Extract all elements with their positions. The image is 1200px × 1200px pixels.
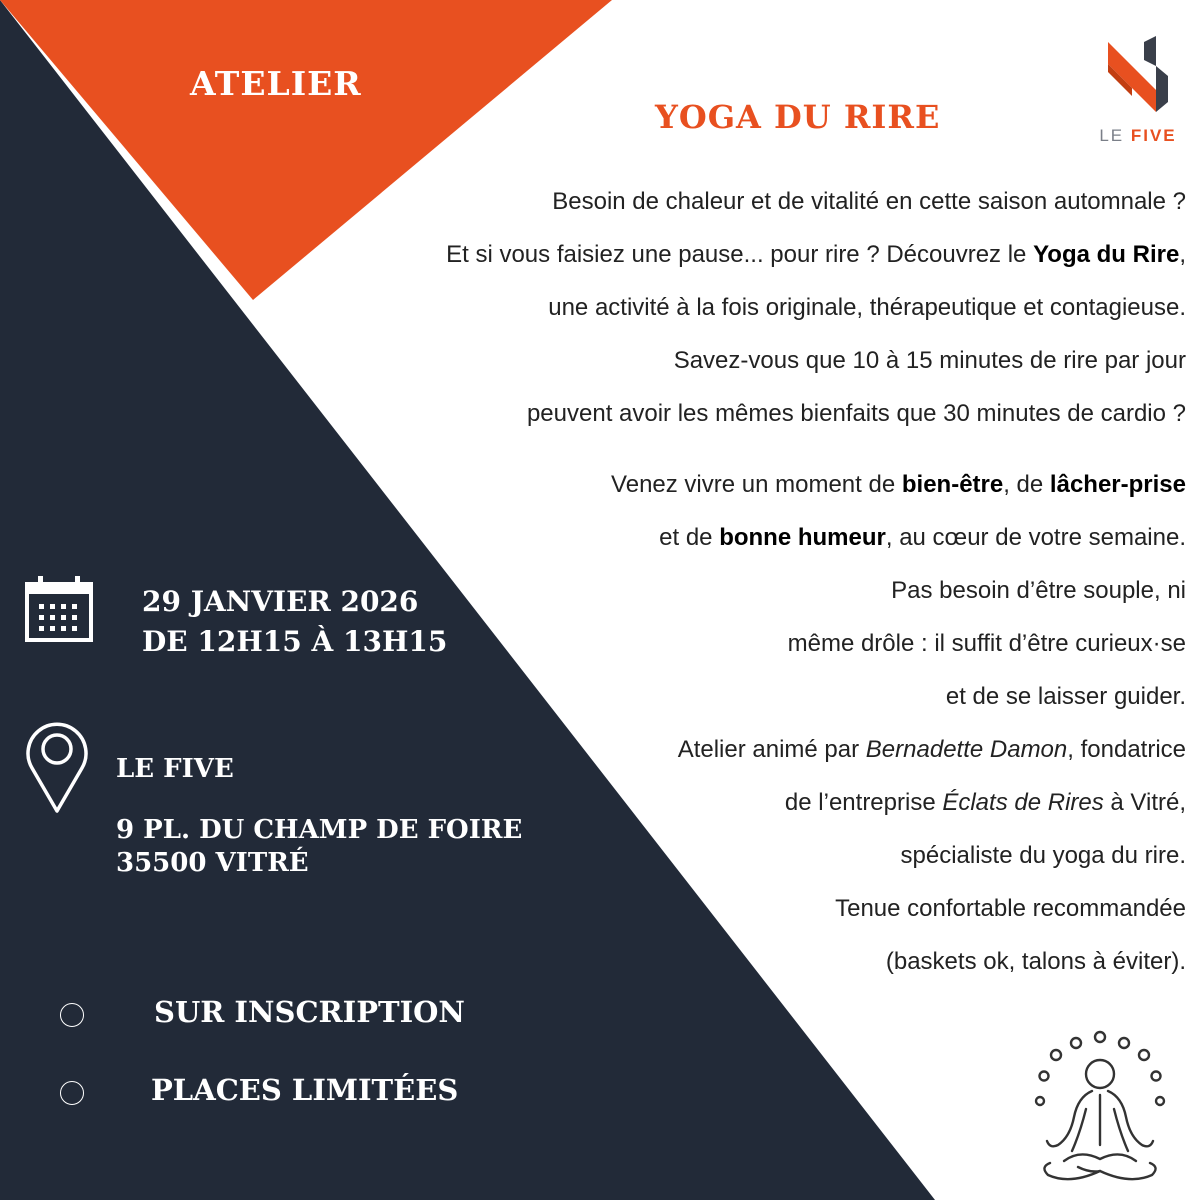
description-text: , de — [1003, 471, 1050, 498]
description-line — [306, 940, 1186, 993]
description-line — [306, 339, 1186, 392]
description-text: de l’entreprise — [784, 789, 943, 816]
circle-bullet-icon — [60, 1003, 84, 1027]
description-text: à Vitré, — [1103, 789, 1186, 816]
venue-name: LE FIVE — [116, 754, 234, 784]
description-text: Tenue confortable recommandée — [835, 895, 1186, 922]
description-text: une activité à la fois originale, thérapeutique et contagieuse. — [548, 294, 1186, 321]
event-date: 29 JANVIER 2026 — [142, 585, 419, 618]
italic-text: Éclats de Rires — [942, 789, 1104, 816]
description-text: et de se laisser guider. — [945, 683, 1186, 710]
le-five-logo — [1098, 36, 1178, 156]
address-line-1: 9 PL. DU CHAMP DE FOIRE — [116, 815, 523, 845]
description-text: spécialiste du yoga du rire. — [900, 842, 1186, 869]
venue-address — [116, 814, 522, 880]
description-line — [306, 887, 1186, 940]
calendar-icon — [24, 574, 94, 644]
page-title: YOGA DU RIRE — [655, 98, 941, 136]
description-text: Atelier animé par — [677, 736, 866, 763]
description-text: , fondatrice — [1067, 736, 1186, 763]
italic-text: Bernadette Damon — [865, 736, 1068, 763]
description-line — [306, 392, 1186, 445]
kicker-label: ATELIER — [190, 64, 362, 103]
description-line — [306, 728, 1186, 781]
logo-name: FIVE — [1130, 126, 1177, 145]
logo-mark-icon — [1098, 36, 1178, 126]
description-text: , au cœur de votre semaine. — [885, 524, 1186, 551]
description-line — [306, 233, 1186, 286]
limited-places-note: PLACES LIMITÉES — [151, 1073, 459, 1107]
emphasis-text: Yoga du Rire — [1033, 241, 1180, 268]
description-line — [306, 463, 1186, 516]
description-line — [306, 675, 1186, 728]
circle-bullet-icon — [60, 1081, 84, 1105]
description-text: Besoin de chaleur et de vitalité en cette saison automnale ? — [552, 188, 1186, 215]
description-text: peuvent avoir les mêmes bienfaits que 30 minutes de cardio ? — [526, 400, 1186, 427]
description-text: Savez-vous que 10 à 15 minutes de rire par jour — [673, 347, 1186, 374]
description-line — [306, 286, 1186, 339]
logo-prefix: LE — [1099, 126, 1125, 145]
description-text: même drôle : il suffit d’être curieux·se — [787, 630, 1186, 657]
logo-text — [1098, 126, 1178, 146]
emphasis-text: bonne humeur — [719, 524, 886, 551]
description-text: Et si vous faisiez une pause... pour rire ? Découvrez le — [446, 241, 1034, 268]
description-text: Venez vivre un moment de — [611, 471, 902, 498]
map-pin-icon — [24, 716, 90, 814]
description-line — [306, 180, 1186, 233]
paragraph-gap — [306, 445, 1186, 463]
meditation-figure-icon — [1030, 1025, 1170, 1190]
description-text: Pas besoin d’être souple, ni — [891, 577, 1186, 604]
emphasis-text: lâcher-prise — [1049, 471, 1186, 498]
description-text: , — [1179, 241, 1186, 268]
emphasis-text: bien-être — [901, 471, 1004, 498]
event-datetime — [142, 582, 447, 662]
event-time: DE 12H15 À 13H15 — [142, 625, 448, 658]
registration-note: SUR INSCRIPTION — [154, 995, 465, 1029]
description-text: (baskets ok, talons à éviter). — [885, 948, 1186, 975]
address-line-2: 35500 VITRÉ — [116, 848, 309, 878]
description-line — [306, 516, 1186, 569]
description-text: et de — [659, 524, 720, 551]
